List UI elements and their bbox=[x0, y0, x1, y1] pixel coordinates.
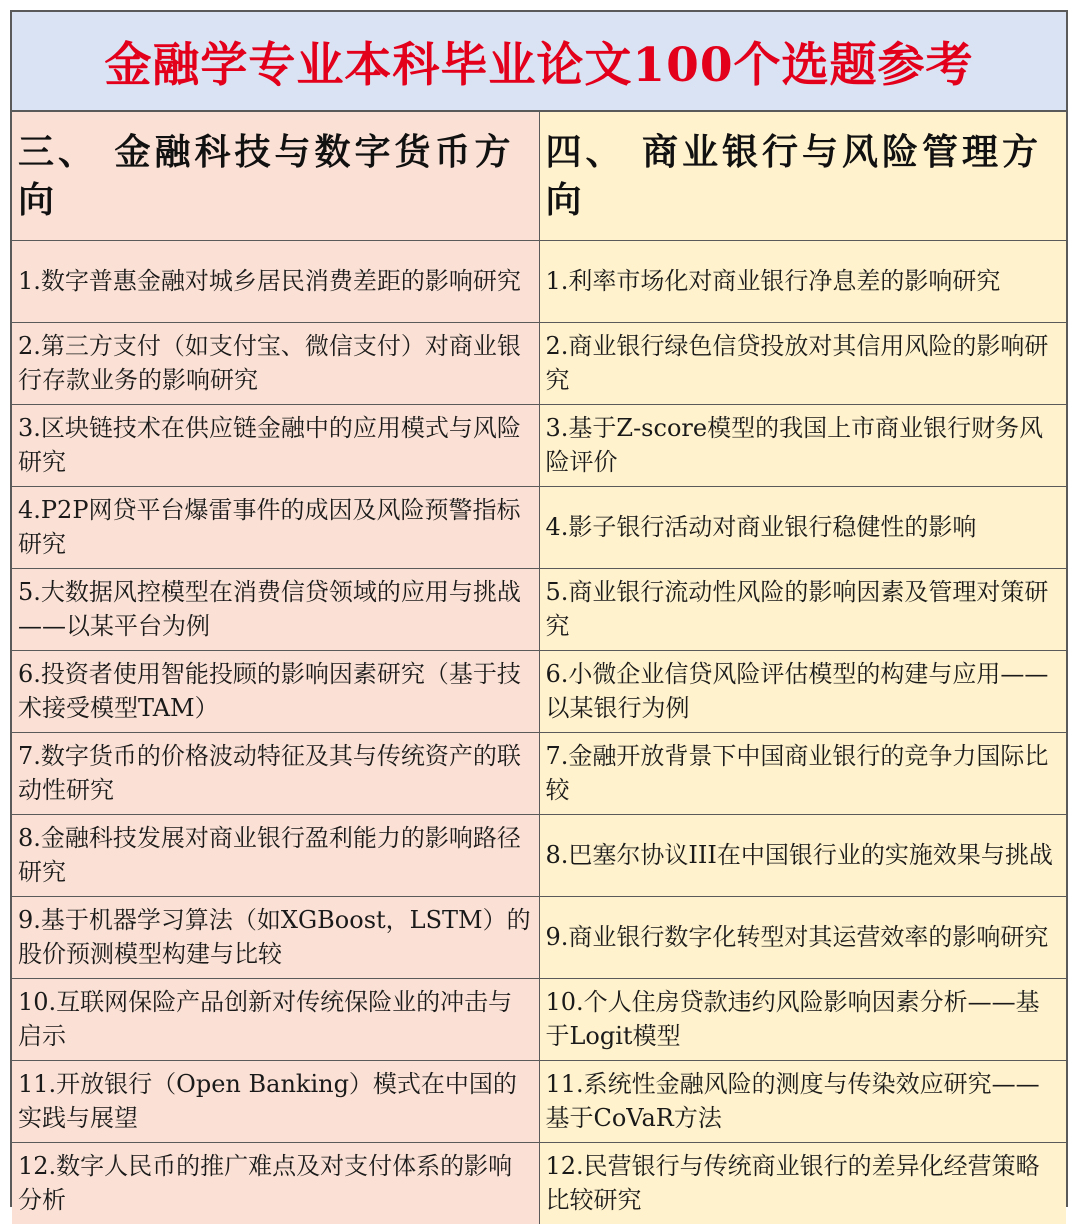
table-row bbox=[12, 1142, 1066, 1224]
table-row bbox=[12, 732, 1066, 814]
table-row bbox=[12, 896, 1066, 978]
fintech-topic: 1.数字普惠金融对城乡居民消费差距的影响研究 bbox=[12, 240, 539, 322]
banking-topic: 10.个人住房贷款违约风险影响因素分析——基于Logit模型 bbox=[539, 978, 1066, 1060]
table-row bbox=[12, 240, 1066, 322]
table-row bbox=[12, 322, 1066, 404]
fintech-topic: 12.数字人民币的推广难点及对支付体系的影响分析 bbox=[12, 1142, 539, 1224]
fintech-topic: 4.P2P网贷平台爆雷事件的成因及风险预警指标研究 bbox=[12, 486, 539, 568]
table-row bbox=[12, 404, 1066, 486]
banking-topic: 1.利率市场化对商业银行净息差的影响研究 bbox=[539, 240, 1066, 322]
table-row bbox=[12, 486, 1066, 568]
table-row bbox=[12, 978, 1066, 1060]
page-title: 金融学专业本科毕业论文100个选题参考 bbox=[12, 12, 1066, 112]
banking-topic: 2.商业银行绿色信贷投放对其信用风险的影响研究 bbox=[539, 322, 1066, 404]
table-row bbox=[12, 568, 1066, 650]
right-column-heading: 四、 商业银行与风险管理方向 bbox=[539, 112, 1066, 240]
fintech-topic: 7.数字货币的价格波动特征及其与传统资产的联动性研究 bbox=[12, 732, 539, 814]
banking-topic: 7.金融开放背景下中国商业银行的竞争力国际比较 bbox=[539, 732, 1066, 814]
banking-topic: 6.小微企业信贷风险评估模型的构建与应用——以某银行为例 bbox=[539, 650, 1066, 732]
banking-topic: 11.系统性金融风险的测度与传染效应研究——基于CoVaR方法 bbox=[539, 1060, 1066, 1142]
banking-topic: 4.影子银行活动对商业银行稳健性的影响 bbox=[539, 486, 1066, 568]
banking-topic: 3.基于Z-score模型的我国上市商业银行财务风险评价 bbox=[539, 404, 1066, 486]
fintech-topic: 9.基于机器学习算法（如XGBoost，LSTM）的股价预测模型构建与比较 bbox=[12, 896, 539, 978]
fintech-topic: 2.第三方支付（如支付宝、微信支付）对商业银行存款业务的影响研究 bbox=[12, 322, 539, 404]
table-row bbox=[12, 814, 1066, 896]
left-column-heading: 三、 金融科技与数字货币方向 bbox=[12, 112, 539, 240]
banking-topic: 5.商业银行流动性风险的影响因素及管理对策研究 bbox=[539, 568, 1066, 650]
table-row bbox=[12, 1060, 1066, 1142]
fintech-topic: 11.开放银行（Open Banking）模式在中国的实践与展望 bbox=[12, 1060, 539, 1142]
fintech-topic: 10.互联网保险产品创新对传统保险业的冲击与启示 bbox=[12, 978, 539, 1060]
fintech-topic: 5.大数据风控模型在消费信贷领域的应用与挑战——以某平台为例 bbox=[12, 568, 539, 650]
banking-topic: 8.巴塞尔协议III在中国银行业的实施效果与挑战 bbox=[539, 814, 1066, 896]
column-heading-row bbox=[12, 112, 1066, 240]
fintech-topic: 3.区块链技术在供应链金融中的应用模式与风险研究 bbox=[12, 404, 539, 486]
banking-topic: 12.民营银行与传统商业银行的差异化经营策略比较研究 bbox=[539, 1142, 1066, 1224]
banking-topic: 9.商业银行数字化转型对其运营效率的影响研究 bbox=[539, 896, 1066, 978]
topic-sheet bbox=[10, 10, 1068, 1215]
topics-table bbox=[12, 112, 1066, 1224]
fintech-topic: 6.投资者使用智能投顾的影响因素研究（基于技术接受模型TAM） bbox=[12, 650, 539, 732]
table-row bbox=[12, 650, 1066, 732]
fintech-topic: 8.金融科技发展对商业银行盈利能力的影响路径研究 bbox=[12, 814, 539, 896]
